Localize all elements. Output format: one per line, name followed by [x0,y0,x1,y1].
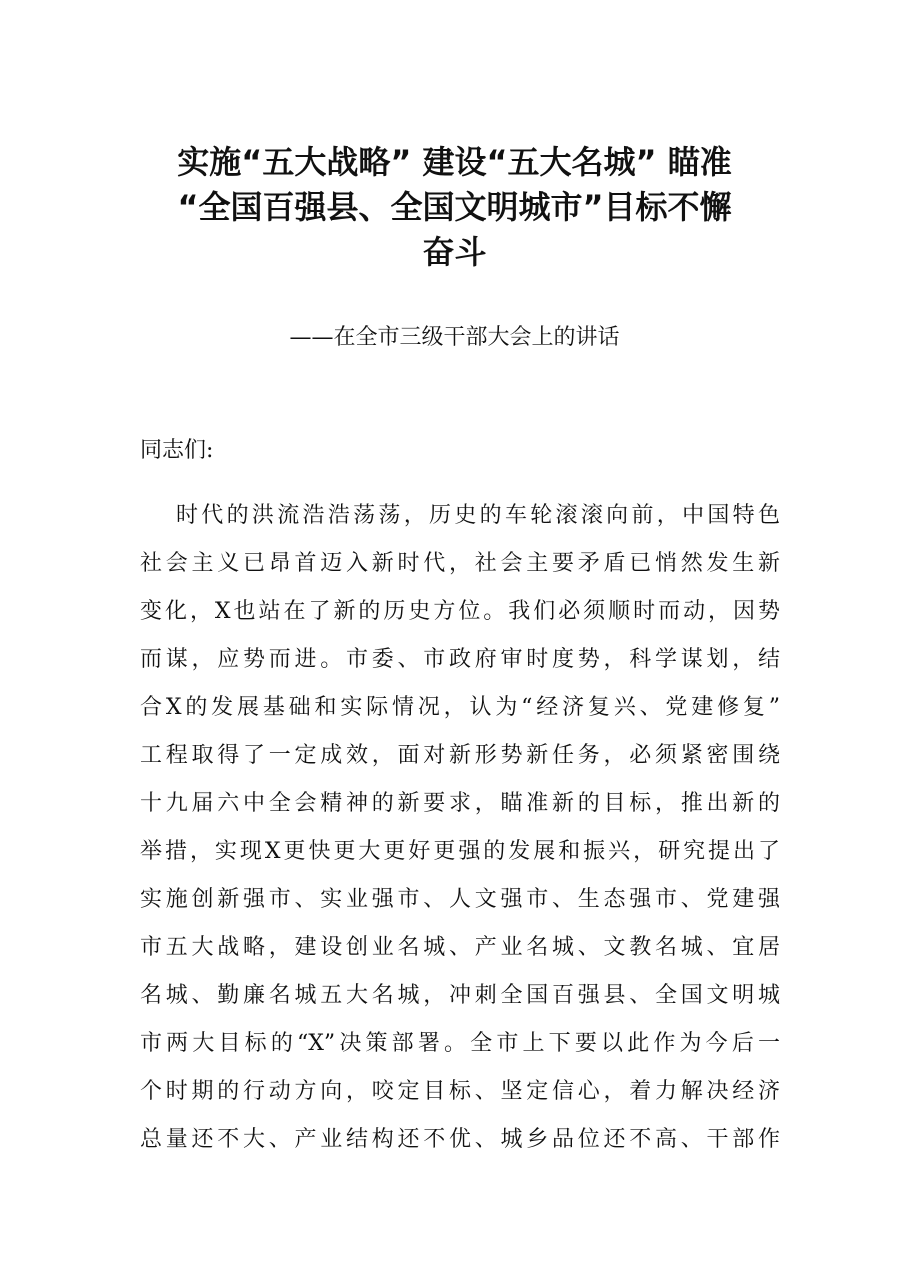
body-line: 个时期的行动方向，咬定目标、坚定信心，着力解决经济 [140,1079,780,1104]
body-paragraph [140,492,780,1164]
salutation: 同志们: [140,438,214,463]
body-line: 实施创新强市、实业强市、人文强市、生态强市、党建强 [140,887,780,912]
body-line: 市两大目标的“X”决策部署。全市上下要以此作为今后一 [140,1031,780,1056]
title-line: 实施“五大战略” 建设“五大名城” 瞄准 [177,143,732,181]
document-subtitle: ——在全市三级干部大会上的讲话 [289,325,620,350]
body-line: 而谋，应势而进。市委、市政府审时度势，科学谋划，结 [140,647,780,672]
body-line: 社会主义已昂首迈入新时代，社会主要矛盾已悄然发生新 [140,551,780,576]
body-line: 工程取得了一定成效，面对新形势新任务，必须紧密围绕 [140,743,780,768]
body-line: 时代的洪流浩浩荡荡，历史的车轮滚滚向前，中国特色 [176,503,780,528]
body-line: 名城、勤廉名城五大名城，冲刺全国百强县、全国文明城 [140,983,780,1008]
document-title [120,140,789,275]
body-line: 十九届六中全会精神的新要求，瞄准新的目标，推出新的 [140,791,780,816]
body-line: 合X的发展基础和实际情况，认为“经济复兴、党建修复” [140,695,780,720]
body-line: 总量还不大、产业结构还不优、城乡品位还不高、干部作 [140,1127,780,1152]
body-line: 市五大战略，建设创业名城、产业名城、文教名城、宜居 [140,935,780,960]
body-line: 变化，X也站在了新的历史方位。我们必须顺时而动，因势 [140,599,780,624]
title-line: “全国百强县、全国文明城市”目标不懈 [177,188,732,226]
title-line: 奋斗 [422,233,487,271]
body-line: 举措，实现X更快更大更好更强的发展和振兴，研究提出了 [140,839,780,864]
